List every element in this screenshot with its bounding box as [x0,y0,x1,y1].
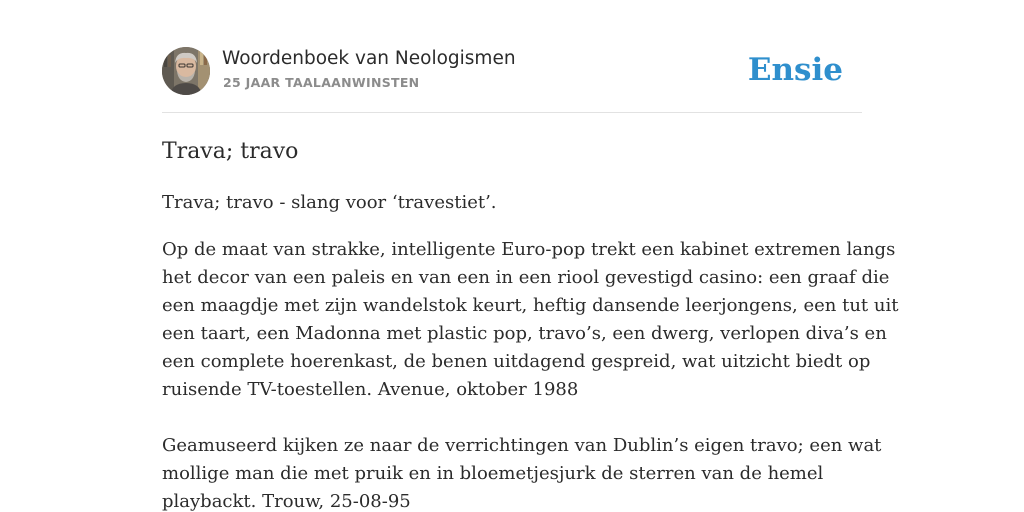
site-title[interactable]: Woordenboek van Neologismen [222,48,516,69]
body-line: het decor van een paleis en van een in een riool gevestigd casino: een graaf die [162,267,890,288]
article [162,136,899,512]
body-line: Op de maat van strakke, intelligente Euro-pop trekt een kabinet extremen langs [162,239,896,260]
body-line: playbackt. Trouw, 25-08-95 [162,491,411,512]
body-line: een taart, een Madonna met plastic pop, travo’s, een dwerg, verlopen diva’s en [162,323,887,344]
article-lead: Trava; travo - slang voor ‘travestiet’. [162,192,497,213]
body-line: mollige man die met pruik en in bloemetjesjurk de sterren van de hemel [162,463,824,484]
body-line: een maagdje met zijn wandelstok keurt, heftig dansende leerjongens, een tut uit [162,295,899,316]
author-avatar[interactable] [162,47,210,95]
article-body [162,236,899,512]
body-line: een complete hoerenkast, de benen uitdagend gespreid, wat uitzicht biedt op [162,351,871,372]
site-header [162,47,862,113]
article-title: Trava; travo [162,139,299,164]
author-photo-icon [162,47,210,95]
ensie-logo[interactable]: Ensie [747,52,843,88]
body-line: ruisende TV-toestellen. Avenue, oktober 1988 [162,379,579,400]
body-line: Geamuseerd kijken ze naar de verrichtingen van Dublin’s eigen travo; een wat [162,435,882,456]
site-subtitle: 25 JAAR TAALAANWINSTEN [223,75,420,90]
paragraph-spacer [162,404,862,432]
